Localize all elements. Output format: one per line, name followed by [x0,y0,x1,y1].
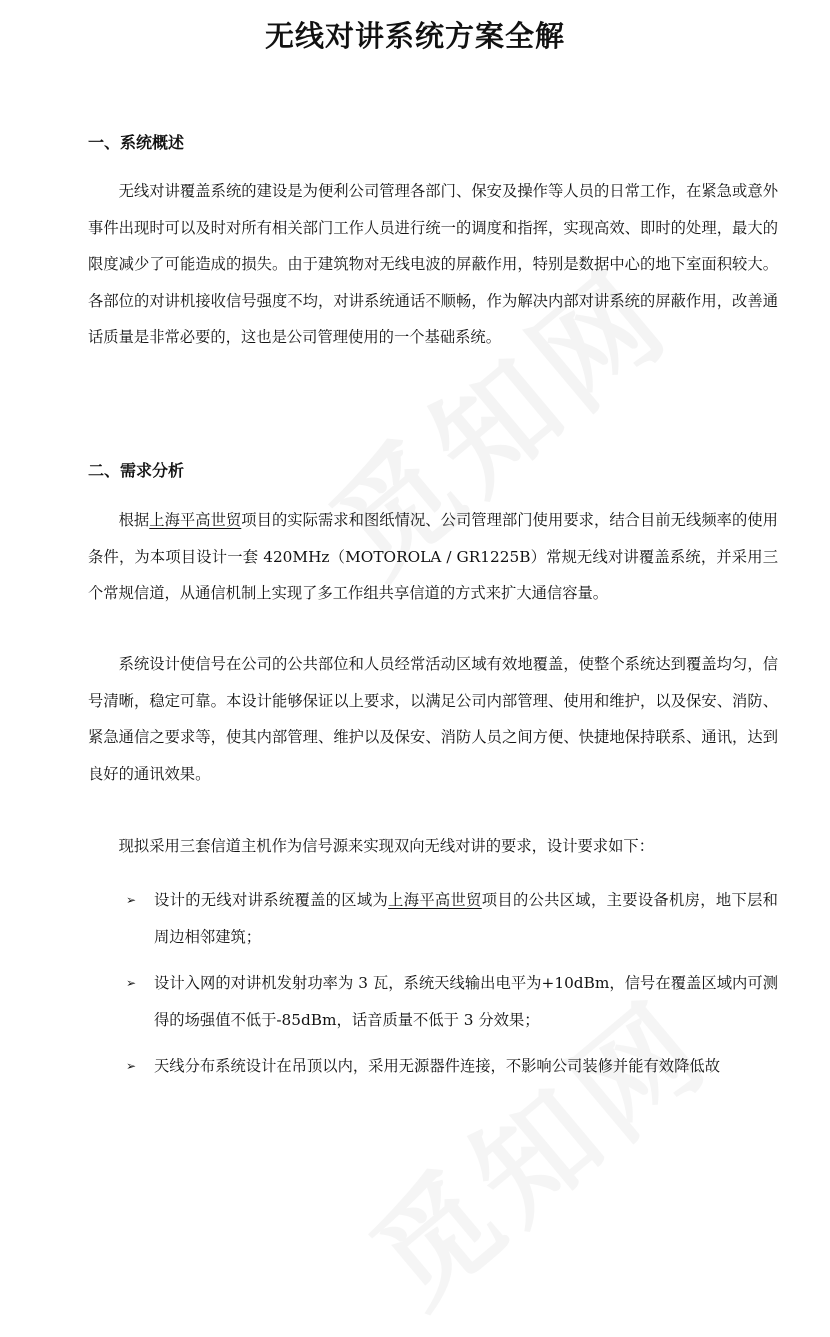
arrow-bullet-icon: ➢ [126,1059,137,1073]
list-item [88,882,778,955]
text-segment: 设计的无线对讲系统覆盖的区域为 [154,891,389,909]
text-segment: 设计入网的对讲机发射功率为 3 瓦，系统天线输出电平为+10dBm，信号在覆盖区域内可测得的场强值不低于-85dBm，话音质量不低于 3 分效果； [154,974,778,1029]
arrow-bullet-icon: ➢ [126,893,137,907]
page-title: 无线对讲系统方案全解 [264,19,565,53]
text-segment: 根据 [118,511,150,529]
requirements-paragraph-3: 现拟采用三套信道主机作为信号源来实现双向无线对讲的要求，设计要求如下： [118,837,654,855]
text-segment: 项目的公共区域，主要设备机房，地下层和周边相邻建筑； [154,891,778,946]
project-name-link: 上海平高世贸 [388,891,482,909]
requirements-paragraph-2: 系统设计使信号在公司的公共部位和人员经常活动区域有效地覆盖，使整个系统达到覆盖均匀，信号清晰，稳定可靠。本设计能够保证以上要求，以满足公司内部管理、使用和维护，以及保安、消防、紧急通信之要求等，使其内部管理、维护以及保安、消防人员之间方便、快捷地保持联系、通讯，达到良好的通讯效果。 [88,655,778,783]
text-segment: 天线分布系统设计在吊顶以内，采用无源器件连接，不影响公司装修并能有效降低故 [154,1057,720,1075]
section-heading-requirements: 二、需求分析 [88,461,185,480]
design-requirements-list [88,882,778,1095]
text-segment: 项目的实际需求和图纸情况、公司管理部门使用要求，结合目前无线频率的使用条件，为本项目设计一套 420MHz（MOTOROLA / GR1225B）常规无线对讲覆盖系统，并采用三个常规信道，从通信机制上实现了多工作组共享信道的方式来扩大通信容量。 [88,511,778,602]
arrow-bullet-icon: ➢ [126,976,137,990]
section-heading-overview: 一、系统概述 [88,133,185,152]
project-name-link: 上海平高世贸 [149,511,242,529]
overview-paragraph: 无线对讲覆盖系统的建设是为便利公司管理各部门、保安及操作等人员的日常工作，在紧急或意外事件出现时可以及时对所有相关部门工作人员进行统一的调度和指挥，实现高效、即时的处理，最大的限度减少了可能造成的损失。由于建筑物对无线电波的屏蔽作用，特别是数据中心的地下室面积较大。各部位的对讲机接收信号强度不均，对讲系统通话不顺畅，作为解决内部对讲系统的屏蔽作用，改善通话质量是非常必要的，这也是公司管理使用的一个基础系统。 [88,182,778,346]
list-item [88,965,778,1038]
list-item [88,1048,778,1085]
requirements-paragraph-1 [88,502,778,612]
